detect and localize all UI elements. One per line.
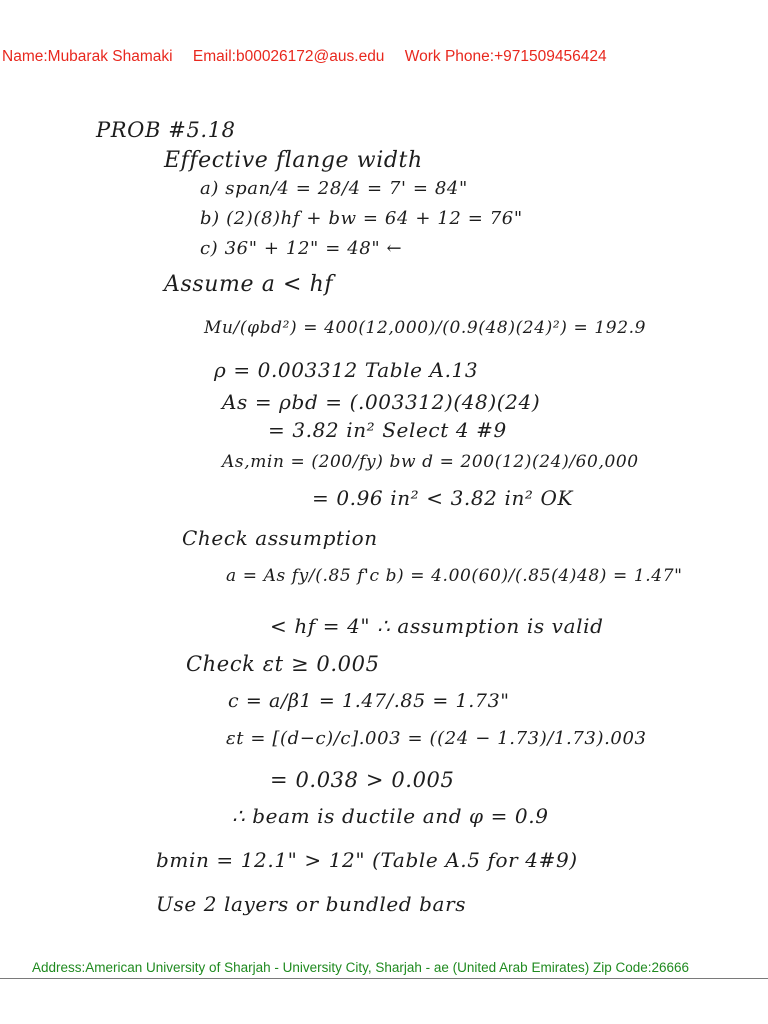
minimum-steel-check: = 0.96 in² < 3.82 in² OK	[312, 486, 574, 510]
work-phone: Work Phone:+971509456424	[404, 48, 607, 65]
minimum-web-width: bmin = 12.1" > 12" (Table A.5 for 4#9)	[156, 848, 578, 872]
reinforcement-ratio: ρ = 0.003312 Table A.13	[214, 358, 479, 382]
tensile-strain-result: = 0.038 > 0.005	[270, 768, 455, 792]
minimum-steel-equation: As,min = (200/fy) bw d = 200(12)(24)/60,000	[222, 452, 639, 472]
footer-address: Address:American University of Sharjah - University City, Sharjah - ae (United Arab Emirates) Zip Code:26666	[32, 960, 690, 975]
steel-area-result: = 3.82 in² Select 4 #9	[268, 418, 507, 442]
steel-area-equation: As = ρbd = (.003312)(48)(24)	[222, 390, 541, 414]
neutral-axis-depth: c = a/β1 = 1.47/.85 = 1.73"	[228, 690, 510, 712]
strain-check-heading: Check εt ≥ 0.005	[186, 652, 380, 676]
flange-width-case-a: a) span/4 = 28/4 = 7' = 84"	[200, 178, 468, 199]
check-assumption-heading: Check assumption	[182, 526, 378, 550]
ductility-conclusion: ∴ beam is ductile and φ = 0.9	[232, 804, 549, 828]
assumption-valid: < hf = 4" ∴ assumption is valid	[270, 614, 604, 638]
stress-block-depth: a = As fy/(.85 f'c b) = 4.00(60)/(.85(4)48) = 1.47"	[226, 566, 683, 586]
problem-number: PROB #5.18	[96, 118, 236, 142]
author-name: Name:Mubarak Shamaki	[2, 48, 173, 65]
flange-width-heading: Effective flange width	[164, 148, 423, 173]
bar-layout-conclusion: Use 2 layers or bundled bars	[156, 892, 467, 916]
footer-divider	[0, 978, 768, 979]
flange-width-case-c: c) 36" + 12" = 48" ←	[200, 238, 403, 259]
moment-ratio-equation: Mu/(φbd²) = 400(12,000)/(0.9(48)(24)²) = 192.9	[204, 318, 647, 338]
assumption-statement: Assume a < hf	[164, 272, 334, 297]
flange-width-case-b: b) (2)(8)hf + bw = 64 + 12 = 76"	[200, 208, 523, 229]
tensile-strain-equation: εt = [(d−c)/c].003 = ((24 − 1.73)/1.73).003	[226, 728, 647, 749]
contact-header	[2, 48, 768, 66]
author-email: Email:b00026172@aus.edu	[192, 48, 385, 65]
